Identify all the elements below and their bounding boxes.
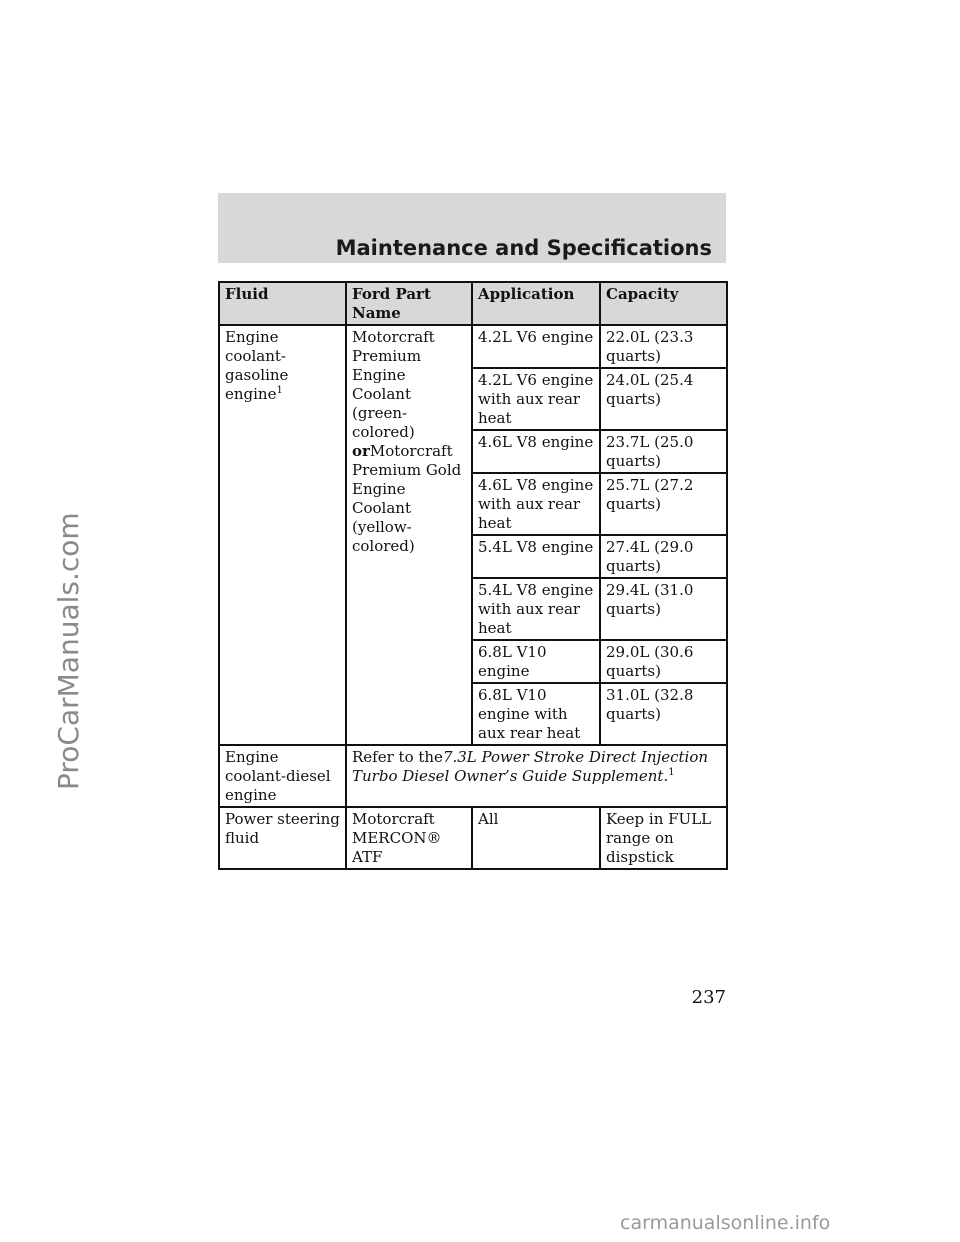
application-cell: 4.6L V8 engine — [472, 430, 600, 473]
capacity-cell: 29.0L (30.6 quarts) — [600, 640, 727, 683]
table-row — [219, 807, 727, 869]
column-header-capacity: Capacity — [600, 282, 727, 325]
part-line: (yellow-colored) — [352, 518, 415, 555]
capacity-cell: 29.4L (31.0 quarts) — [600, 578, 727, 640]
page-number: 237 — [691, 987, 726, 1008]
part-line: (green-colored) — [352, 404, 415, 441]
table-row — [219, 325, 727, 368]
footnote-marker: 1 — [276, 385, 283, 396]
bottom-watermark: carmanualsonline.info — [620, 1212, 831, 1234]
fluid-name: Engine coolant-gasoline engine — [225, 328, 289, 403]
part-name-cell-power-steering: Motorcraft MERCON® ATF — [346, 807, 472, 869]
capacity-cell: 27.4L (29.0 quarts) — [600, 535, 727, 578]
capacity-cell: 22.0L (23.3 quarts) — [600, 325, 727, 368]
application-cell: 6.8L V10 engine with aux rear heat — [472, 683, 600, 745]
capacity-cell: 31.0L (32.8 quarts) — [600, 683, 727, 745]
table-header-row — [219, 282, 727, 325]
table-row — [219, 745, 727, 807]
column-header-fluid: Fluid — [219, 282, 346, 325]
application-cell: 4.2L V6 engine with aux rear heat — [472, 368, 600, 430]
part-line: Premium Engine — [352, 347, 422, 384]
or-connector: or — [352, 442, 370, 460]
part-line: Motorcraft — [369, 442, 453, 460]
note-prefix: Refer to the — [352, 748, 443, 766]
part-line: Coolant — [352, 385, 411, 403]
application-cell: 5.4L V8 engine with aux rear heat — [472, 578, 600, 640]
column-header-part-name: Ford Part Name — [346, 282, 472, 325]
side-watermark: ProCarManuals.com — [52, 512, 85, 790]
fluid-cell-power-steering: Power steering fluid — [219, 807, 346, 869]
application-cell: 4.6L V8 engine with aux rear heat — [472, 473, 600, 535]
part-line: Engine Coolant — [352, 480, 411, 517]
part-name-cell-gasoline-coolant — [346, 325, 472, 745]
footnote-marker: 1 — [668, 767, 675, 778]
part-line: Premium Gold — [352, 461, 462, 479]
section-title: Maintenance and Specifications — [335, 236, 712, 260]
diesel-reference-note — [346, 745, 727, 807]
application-cell: 4.2L V6 engine — [472, 325, 600, 368]
part-line: Motorcraft — [352, 328, 435, 346]
column-header-application: Application — [472, 282, 600, 325]
capacity-cell: 24.0L (25.4 quarts) — [600, 368, 727, 430]
fluid-cell-gasoline-coolant — [219, 325, 346, 745]
section-header — [218, 193, 726, 263]
fluid-spec-table — [218, 281, 728, 870]
capacity-cell: Keep in FULL range on dispstick — [600, 807, 727, 869]
capacity-cell: 23.7L (25.0 quarts) — [600, 430, 727, 473]
fluid-cell-diesel-coolant: Engine coolant-diesel engine — [219, 745, 346, 807]
supplement-title: 7.3L Power Stroke Direct Injection Turbo Diesel Owner’s Guide Supplement. — [352, 748, 709, 785]
application-cell: 5.4L V8 engine — [472, 535, 600, 578]
application-cell: 6.8L V10 engine — [472, 640, 600, 683]
capacity-cell: 25.7L (27.2 quarts) — [600, 473, 727, 535]
application-cell: All — [472, 807, 600, 869]
